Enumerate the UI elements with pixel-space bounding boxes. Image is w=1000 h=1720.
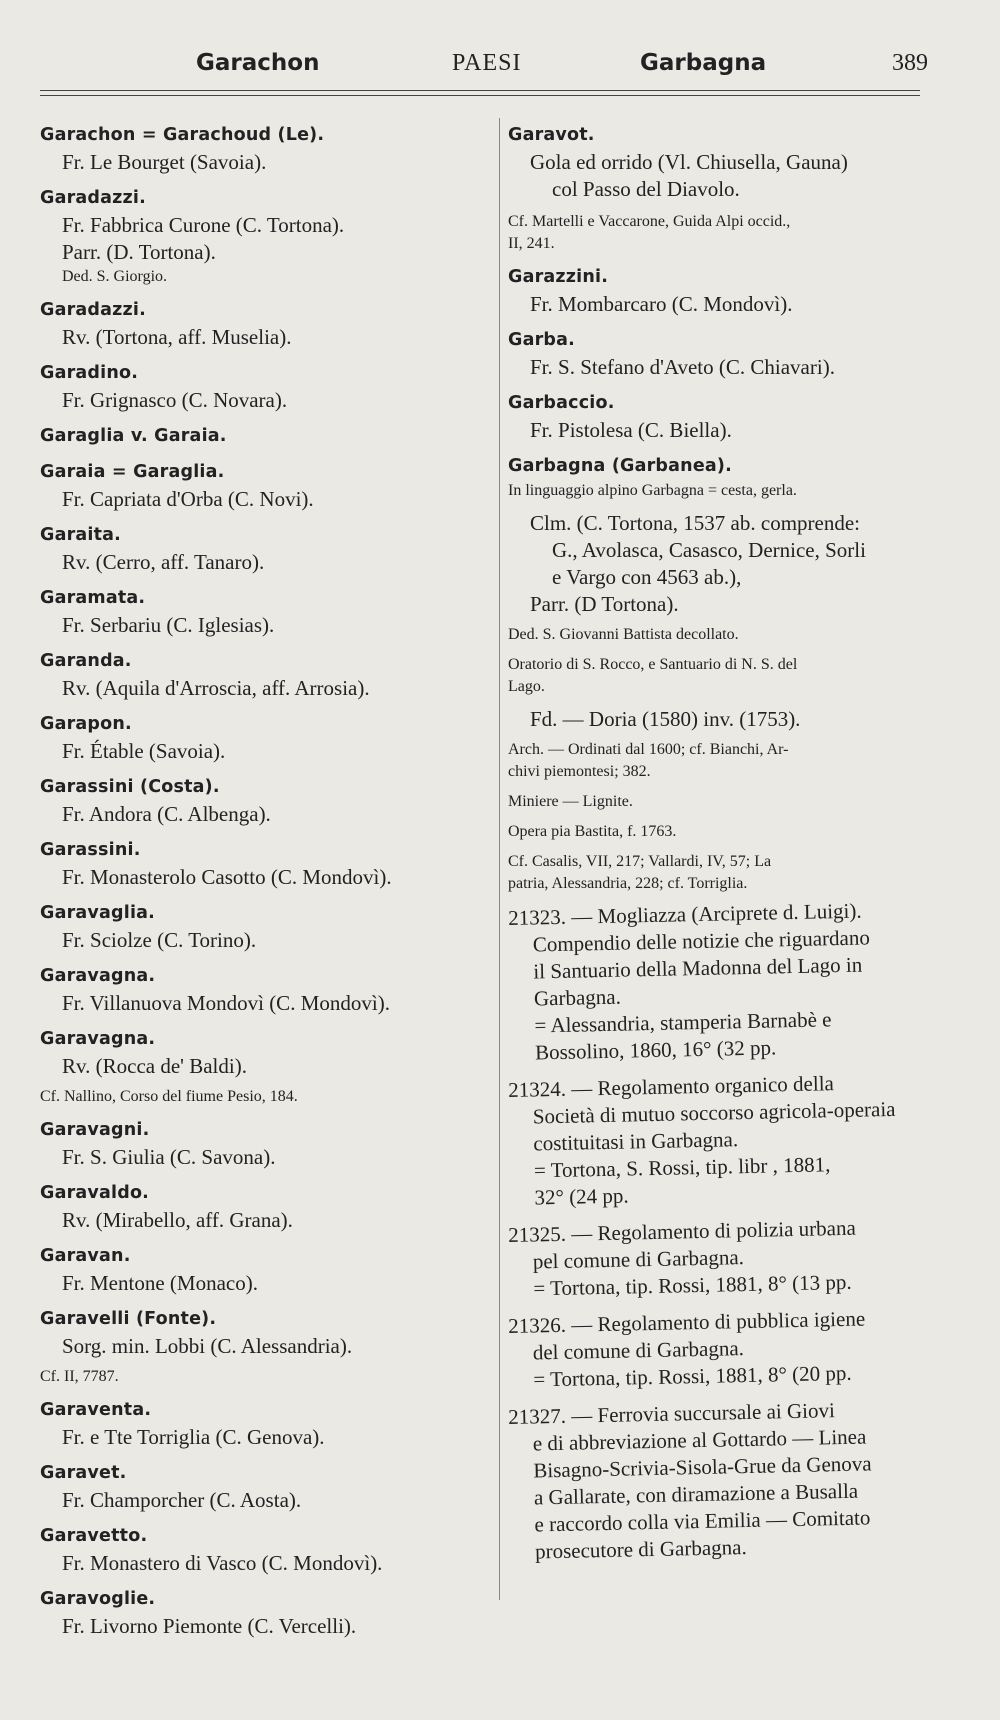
entry-note: In linguaggio alpino Garbagna = cesta, gerla. <box>508 482 797 499</box>
gazetteer-entry <box>40 522 485 576</box>
header-left-keyword: Garachon <box>196 50 320 76</box>
gazetteer-entry <box>40 1586 485 1640</box>
entry-headword: Garavot. <box>508 125 595 145</box>
gazetteer-entry <box>508 453 930 895</box>
bib-line: 21323. — Mogliazza (Arciprete d. Luigi). <box>508 898 862 930</box>
entry-headword: Garavelli (Fonte). <box>40 1309 217 1329</box>
entry-note: patria, Alessandria, 228; cf. Torriglia. <box>508 875 748 892</box>
header-section-title: PAESI <box>452 50 522 76</box>
entry-note: II, 241. <box>508 235 555 252</box>
entry-line: Rv. (Rocca de' Baldi). <box>62 1054 247 1078</box>
entry-note: Lago. <box>508 678 545 695</box>
entry-line: Rv. (Cerro, aff. Tanaro). <box>62 550 265 574</box>
entry-line: Fr. Livorno Piemonte (C. Vercelli). <box>62 1614 357 1638</box>
page-number: 389 <box>892 50 928 76</box>
entry-note: Opera pia Bastita, f. 1763. <box>508 823 677 840</box>
entry-line: Fr. Mentone (Monaco). <box>62 1271 258 1295</box>
bibliography-item-21324 <box>508 1068 933 1212</box>
gazetteer-entry <box>40 1117 485 1171</box>
entry-line: Rv. (Mirabello, aff. Grana). <box>62 1208 293 1232</box>
bib-line: = Tortona, S. Rossi, tip. libr , 1881, <box>533 1152 831 1183</box>
entry-headword: Garavan. <box>40 1246 131 1266</box>
entry-note: Arch. — Ordinati dal 1600; cf. Bianchi, Ar- <box>508 741 789 758</box>
entry-line: Rv. (Aquila d'Arroscia, aff. Arrosia). <box>62 676 370 700</box>
entry-line: Fr. Champorcher (C. Aosta). <box>62 1488 302 1512</box>
entry-headword: Garassini (Costa). <box>40 777 220 797</box>
entry-line: Clm. (C. Tortona, 1537 ab. comprende: <box>530 511 861 535</box>
bib-line: = Alessandria, stamperia Barnabè e <box>534 1007 832 1038</box>
gazetteer-entry <box>40 774 485 828</box>
entry-headword: Garamata. <box>40 588 146 608</box>
bib-line: 21324. — Regolamento organico della <box>508 1071 835 1102</box>
header-right-keyword: Garbagna <box>640 50 767 76</box>
bib-line: del comune di Garbagna. <box>532 1336 745 1365</box>
entry-line: col Passo del Diavolo. <box>552 177 740 201</box>
gazetteer-entry <box>40 122 485 176</box>
entry-line: Fr. Grignasco (C. Novara). <box>62 388 288 412</box>
entry-headword: Garanda. <box>40 651 132 671</box>
entry-line: Fr. Villanuova Mondovì (C. Mondovì). <box>62 991 390 1015</box>
entry-line: Fr. Monastero di Vasco (C. Mondovì). <box>62 1551 383 1575</box>
bib-line: e di abbreviazione al Gottardo — Linea <box>532 1424 867 1456</box>
entry-note: Cf. Nallino, Corso del fiume Pesio, 184. <box>40 1088 298 1105</box>
gazetteer-entry <box>40 1026 485 1108</box>
bibliography-item-21325 <box>508 1213 932 1303</box>
entry-headword: Garapon. <box>40 714 132 734</box>
entry-note: chivi piemontesi; 382. <box>508 763 651 780</box>
entry-headword: Garaia = Garaglia. <box>40 462 225 482</box>
bibliography-item-21326 <box>508 1304 932 1394</box>
entry-line: Fr. Mombarcaro (C. Mondovì). <box>530 292 793 316</box>
gazetteer-entry <box>40 585 485 639</box>
entry-line: Fr. Pistolesa (C. Biella). <box>530 418 732 442</box>
bibliography-item-21327 <box>508 1395 933 1566</box>
gazetteer-entry <box>40 900 485 954</box>
entry-line: Fr. Capriata d'Orba (C. Novi). <box>62 487 314 511</box>
entry-line: Fr. Le Bourget (Savoia). <box>62 150 267 174</box>
bib-line: Bossolino, 1860, 16° (32 pp. <box>534 1035 777 1065</box>
entry-line: e Vargo con 4563 ab.), <box>552 565 742 589</box>
entry-line: Sorg. min. Lobbi (C. Alessandria). <box>62 1334 353 1358</box>
bib-line: Compendio delle notizie che riguardano <box>532 925 871 957</box>
gazetteer-entry <box>40 1243 485 1297</box>
entry-line: Fr. Sciolze (C. Torino). <box>62 928 257 952</box>
bib-line: Garbagna. <box>533 984 622 1011</box>
bib-line: Società di mutuo soccorso agricola-operaia <box>532 1096 896 1129</box>
entry-line: Fr. S. Giulia (C. Savona). <box>62 1145 276 1169</box>
entry-line: Fd. — Doria (1580) inv. (1753). <box>530 707 801 731</box>
entry-headword: Garaventa. <box>40 1400 152 1420</box>
gazetteer-entry <box>40 1523 485 1577</box>
bib-line: a Gallarate, con diramazione a Busalla <box>533 1478 859 1510</box>
bib-line: costituitasi in Garbagna. <box>533 1127 739 1156</box>
gazetteer-entry <box>40 963 485 1017</box>
entry-note: Miniere — Lignite. <box>508 793 633 810</box>
gazetteer-entry <box>40 837 485 891</box>
entry-headword: Garadazzi. <box>40 188 146 208</box>
gazetteer-entry <box>40 1460 485 1514</box>
entry-line: G., Avolasca, Casasco, Dernice, Sorli <box>552 538 866 562</box>
entry-line: Fr. Fabbrica Curone (C. Tortona). <box>62 213 345 237</box>
bib-line: = Tortona, tip. Rossi, 1881, 8° (20 pp. <box>533 1360 852 1392</box>
entry-headword: Garavaldo. <box>40 1183 150 1203</box>
gazetteer-entry <box>40 648 485 702</box>
bib-line: pel comune di Garbagna. <box>532 1245 745 1274</box>
entry-headword: Garadino. <box>40 363 139 383</box>
entry-note: Ded. S. Giorgio. <box>62 268 168 285</box>
entry-headword: Garaglia v. Garaia. <box>40 426 227 446</box>
entry-line: Fr. Andora (C. Albenga). <box>62 802 271 826</box>
bib-line: il Santuario della Madonna del Lago in <box>533 952 863 984</box>
entry-line: Rv. (Tortona, aff. Muselia). <box>62 325 292 349</box>
gazetteer-entry <box>40 1180 485 1234</box>
entry-line: Parr. (D Tortona). <box>530 592 679 616</box>
entry-note: Ded. S. Giovanni Battista decollato. <box>508 626 739 643</box>
running-header <box>40 50 928 86</box>
bib-line: prosecutore di Garbagna. <box>534 1535 747 1564</box>
gazetteer-entry <box>40 711 485 765</box>
entry-headword: Garaita. <box>40 525 122 545</box>
entry-note: Cf. Casalis, VII, 217; Vallardi, IV, 57; La <box>508 853 772 870</box>
entry-headword: Garavoglie. <box>40 1589 156 1609</box>
bib-line: 21325. — Regolamento di polizia urbana <box>508 1215 857 1247</box>
entry-headword: Garba. <box>508 330 575 350</box>
bibliography-item-21323 <box>508 896 933 1067</box>
entry-headword: Garavet. <box>40 1463 127 1483</box>
entry-headword: Garbaccio. <box>508 393 615 413</box>
entry-headword: Garavaglia. <box>40 903 156 923</box>
entry-headword: Garazzini. <box>508 267 609 287</box>
entry-line: Fr. e Tte Torriglia (C. Genova). <box>62 1425 325 1449</box>
bib-line: Bisagno-Scrivia-Sisola-Grue da Genova <box>533 1451 872 1483</box>
gazetteer-entry <box>40 423 485 450</box>
entry-headword: Garavagna. <box>40 966 156 986</box>
entry-line: Fr. Serbariu (C. Iglesias). <box>62 613 275 637</box>
gazetteer-entry <box>40 459 485 513</box>
entry-line: Fr. Étable (Savoia). <box>62 739 226 763</box>
entry-headword: Garachon = Garachoud (Le). <box>40 125 325 145</box>
left-column <box>40 122 485 1649</box>
entry-headword: Garassini. <box>40 840 141 860</box>
entry-headword: Garavetto. <box>40 1526 148 1546</box>
entry-headword: Garavagni. <box>40 1120 150 1140</box>
bib-line: e raccordo colla via Emilia — Comitato <box>534 1505 871 1537</box>
gazetteer-entry <box>508 122 930 255</box>
gazetteer-entry <box>508 327 930 381</box>
bib-line: = Tortona, tip. Rossi, 1881, 8° (13 pp. <box>533 1269 852 1301</box>
entry-headword: Garavagna. <box>40 1029 156 1049</box>
bib-line: 32° (24 pp. <box>534 1183 629 1210</box>
gazetteer-entry <box>508 390 930 444</box>
entry-note: Oratorio di S. Rocco, e Santuario di N. S. del <box>508 656 798 673</box>
bib-line: 21326. — Regolamento di pubblica igiene <box>508 1306 866 1338</box>
right-column <box>508 122 930 1576</box>
gazetteer-entry <box>40 360 485 414</box>
column-divider <box>499 118 500 1600</box>
entry-note: Cf. II, 7787. <box>40 1368 119 1385</box>
bib-line: 21327. — Ferrovia succursale ai Giovi <box>508 1398 836 1429</box>
gazetteer-entry <box>40 1306 485 1388</box>
gazetteer-entry <box>40 185 485 288</box>
entry-headword: Garbagna (Garbanea). <box>508 456 732 476</box>
gazetteer-entry <box>40 297 485 351</box>
entry-line: Gola ed orrido (Vl. Chiusella, Gauna) <box>530 150 848 174</box>
entry-line: Fr. Monasterolo Casotto (C. Mondovì). <box>62 865 392 889</box>
header-rule <box>40 95 920 96</box>
entry-line: Parr. (D. Tortona). <box>62 240 216 264</box>
entry-note: Cf. Martelli e Vaccarone, Guida Alpi occid., <box>508 213 791 230</box>
header-rule <box>40 90 920 91</box>
gazetteer-entry <box>508 264 930 318</box>
entry-headword: Garadazzi. <box>40 300 146 320</box>
entry-line: Fr. S. Stefano d'Aveto (C. Chiavari). <box>530 355 835 379</box>
gazetteer-entry <box>40 1397 485 1451</box>
